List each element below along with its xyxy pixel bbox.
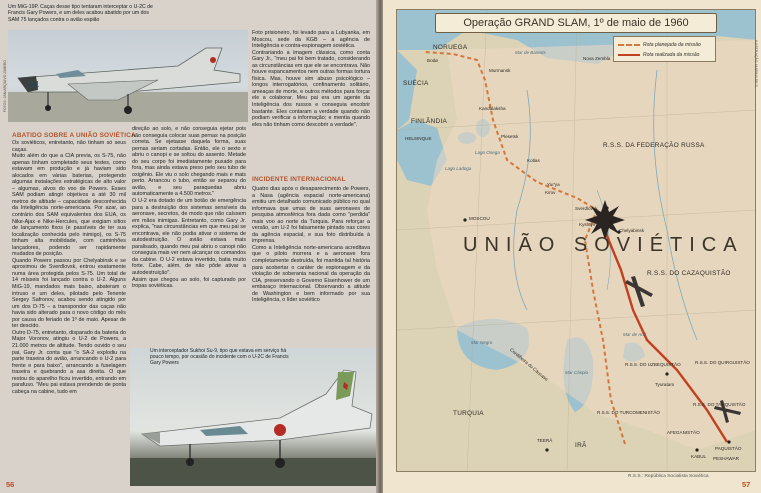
map-title: Operação GRAND SLAM, 1º de maio de 1960 bbox=[435, 13, 717, 33]
page-number-left: 56 bbox=[6, 480, 15, 489]
label-tyuratam: Tyuratam bbox=[655, 382, 675, 387]
label-nova-zembla: Nova Zembla bbox=[583, 56, 611, 61]
mig-19-photo bbox=[8, 30, 248, 122]
col2-para: O U-2 era dotado de um botão de emergência para a destruição dos sistemas sensíveis da aeronave, secretos, de modo que não caíssem em mãos inimigas. Entretanto, como Gary Jr. explica, "nas circunstâncias em que meu pai se encontrava, ele não podia ativar o sistema de autodestruição. O avião estava mais paralisado, quando meu pai abriu o canopi não conseguia mais ver nem alcançar os comandos da cabine. O U-2 estava invertido, batia muito forte. Cabe, além, de não pôde ativar a autodestruição". bbox=[132, 198, 246, 277]
map-legend bbox=[613, 36, 716, 62]
article-column-3 bbox=[252, 30, 370, 170]
label-lago-onega: Lago Onega bbox=[475, 150, 500, 155]
label-mar-caspio: Mar Cáspio bbox=[565, 370, 589, 375]
col1-para: Muito além do que a CIA previa, os S-75, não apenas tinham completado seus testes, como estavam em produção e já haviam sido alocados em várias baterias, protegendo algumas instalações estratégicas de alto valor – algumas, alvos do voo de Powers. Esses SAM podiam atingir objetivos a até 30 mil metros de altitude – capacidade desconhecida da Inteligência norte-americana. Por azar, ao contrário dos SAM equivalentes dos EUA, os Nike-Ajax e Nike-Hercules, que exigiam sítios de lançamento fixos (e passíveis de ter sua localização conhecida pelo inimigo), os S-75 tinham alta mobilidade, com caminhões lançadores, podendo ser rapidamente mudados de posição. bbox=[12, 153, 126, 258]
col3b-para: Quatro dias após o desaparecimento de Powers, a Nasa (agência espacial norte-americana) emitiu um detalhado comunicado público no qual informava que umas de suas aeronaves de pesquisa atmosférica fora dada como "perdida" mais voo ao norte da Turquia. Para reforçar a versão, um U-2 foi falsamente pintado nas cores da agência espacial, e sua foto distribuída à imprensa. bbox=[252, 186, 370, 245]
article-column-3b bbox=[252, 186, 370, 342]
label-mar-barents: Mar de Barents bbox=[515, 50, 546, 55]
label-finlandia: FINLÂNDIA bbox=[411, 118, 448, 125]
label-kyshtym: Kyshtym bbox=[579, 222, 597, 227]
col2-para: direção ao solo, e não conseguia ejetar pois não conseguia colocar suas pernas na posição correta. Se ejetasse daquela forma, suas pernas seriam cortadas. Então, ele o sexto e abriu o canopi e se soltou do assento. Metade do seu corpo foi imediatamente puxado para fora, mas ainda estava preso pelo seu tubo de oxigênio. Ele viu o solo chegando mais e mais perto. Arrancou o tubo, então se separou do avião, e seu paraquedas abriu automaticamente a 4.500 metros." bbox=[132, 126, 246, 198]
map-footnote: R.S.S.: República Socialista Soviética bbox=[628, 474, 709, 479]
col1-para: Os soviéticos, entretanto, não tinham só seus caças. bbox=[12, 140, 126, 153]
label-chelyabinsk: Chelyabinsk bbox=[619, 228, 645, 233]
mission-route-map bbox=[396, 9, 756, 472]
label-lago-ladoga: Lago Ladoga bbox=[445, 166, 472, 171]
legend-flown bbox=[618, 50, 711, 60]
label-yurya: Yur'ya bbox=[547, 182, 560, 187]
label-uniao-sovietica: UNIÃO SOVIÉTICA bbox=[463, 234, 744, 256]
label-turquia: TURQUIA bbox=[453, 410, 484, 417]
bottom-photo-caption: Um interceptador Sukhoi Su-9, tipo que estava em serviço há pouco tempo, por ocasião do incidente com o U-2C de Francis Gary Powers bbox=[150, 348, 289, 366]
top-photo-caption: Um MiG-19P. Caças desse tipo tentaram interceptar o U-2C de Francis Gary Powers, e um deles acabou abatido por um dos SAM 75 lançados contra o avião espião bbox=[8, 4, 153, 23]
col1-para: Outro D-75, entretanto, disparado da bateria do Major Voronov, atingiu o U-2 de Powers, a 21.000 metros de altitude. Tendo ouvido o seu pai, Gary Jr. conta que "o SA-2 explodiu na parte traseira do avião, arrancando o U-2 para frente e para baixo", arrancando a fuselagem traseira e quebrando a asa direita. O que restou do aparelho ficou invertido, entrando em parafuso. "Meu pai estava prendendo de ponta cabeça na cabine, tudo em bbox=[12, 329, 126, 395]
illustration-credit: ILUSTRAÇÃO: MARINA DE S. bbox=[754, 40, 758, 88]
label-rss-uzbequistao: R.S.S. DO UZBEQUISTÃO bbox=[625, 362, 681, 367]
label-bodo: Bodø bbox=[427, 58, 438, 63]
su-9-photo bbox=[130, 348, 376, 486]
label-peshawar: PESHAWAR bbox=[713, 456, 739, 461]
aircraft-number: 04 bbox=[28, 80, 40, 91]
label-afeganistao: AFEGANISTÃO bbox=[667, 430, 700, 435]
mig-19-illustration bbox=[8, 30, 248, 122]
label-mar-aral: Mar de Aral bbox=[623, 332, 647, 337]
label-helsinque: HELSINQUE bbox=[405, 136, 432, 141]
section-heading-incident: INCIDENTE INTERNACIONAL bbox=[252, 176, 346, 183]
label-kandalaksha: Kandalaksha bbox=[479, 106, 506, 111]
label-rss-tajiquistao: R.S.S. DO TAJIQUISTÃO bbox=[693, 402, 746, 407]
legend-flown-label: Rota realizada da missão bbox=[643, 52, 700, 58]
col3-para: Foto prisioneiro, foi levado para a Lubyanka, em Moscou, sede da KGB – a agência de Inteligência e contra-espionagem soviética. bbox=[252, 30, 370, 50]
page-number-right: 57 bbox=[742, 480, 751, 489]
label-moscou: MOSCOU bbox=[469, 216, 490, 221]
col3-para: Contrariando a imagem clássica, como conta Gary Jr., "meu pai foi bem tratado, considerando as circunstâncias em que ele se encontrava. Não houve espancamentos nem outras formas tortura física. Mas, houve sim abuso psicológico – longos interrogatórios, confinamento solitário, ameaças de morte, e outros métodos para forçar ele a colaborar. Meu pai era um agente da Inteligência dos russos e conseguia encobrir bastante. Eles contaram a verdade quando não podiam verificar a informação; e mentia quando eles não tinham como descobrir a verdade". bbox=[252, 49, 370, 128]
col1-para: Quando Powers passou por Chelyabinsk e se aproximou de Sverdlovsk, entrou exatamente numa área protegida pelos S-75. Um total de 14 mísseis foi lançado contra o U-2. Alguns MiG-19, mandados mais baixo, abateram o intruso e um deles, pilotado pelo Tenente Sergey Safronov, acabou sendo atingido por um dos D-75 – a transpondor das caças não havia sido alterado para o novo código do mês por causa do feriado de 1º de maio. Apesar de ter descido. bbox=[12, 257, 126, 330]
legend-planned-swatch bbox=[618, 44, 640, 46]
label-suecia: SUÉCIA bbox=[403, 80, 429, 87]
label-rss-cazaquistao: R.S.S. DO CAZAQUISTÃO bbox=[647, 270, 731, 277]
label-caucaso: Cordilheira do Cáucaso bbox=[509, 347, 550, 382]
label-ira: IRÃ bbox=[575, 442, 587, 449]
label-noruega: NORUEGA bbox=[433, 44, 468, 51]
legend-planned-label: Rota planejada da missão bbox=[643, 42, 701, 48]
label-sverdlovsk: Sverdlovsk bbox=[575, 206, 598, 211]
article-column-1 bbox=[12, 140, 126, 480]
label-teera: TEERÃ bbox=[537, 438, 553, 443]
legend-flown-swatch bbox=[618, 54, 640, 56]
left-page bbox=[0, 0, 378, 493]
legend-planned bbox=[618, 40, 711, 50]
label-kotlas: Kotlas bbox=[527, 158, 540, 163]
article-column-2 bbox=[132, 126, 246, 341]
su-9-illustration bbox=[130, 348, 376, 486]
section-heading-shot-down: ABATIDO SOBRE A UNIÃO SOVIÉTICA bbox=[12, 132, 136, 139]
label-mar-negro: Mar Negro bbox=[471, 340, 493, 345]
label-murmansk: Murmansk bbox=[489, 68, 511, 73]
label-rss-russia: R.S.S. DA FEDERAÇÃO RUSSA bbox=[603, 142, 705, 149]
label-kirov: Kirov bbox=[545, 190, 556, 195]
col3b-para: Como a Inteligência norte-americana acreditava que o piloto morrera e a aeronave fora completamente destruída, foi mantida tal história para acobertar o caráter de espionagem e da violação de soberania nacional da operação da CIA, preservando o Governo Eisenhower de um embaraço internacional. Observando a atitude de Washington e bem informado por sua Inteligência, o líder soviético bbox=[252, 244, 370, 304]
label-rss-quirguistao: R.S.S. DO QUIRGUISTÃO bbox=[695, 360, 750, 365]
label-kabul: KABUL bbox=[691, 454, 707, 459]
col2-para: Assim que chegou ao solo, foi capturado por tropas soviéticas. bbox=[132, 276, 246, 290]
label-paquistao: PAQUISTÃO bbox=[715, 446, 742, 451]
label-rss-turcomenistao: R.S.S. DO TURCOMENISTÃO bbox=[597, 410, 660, 415]
photo-credit: FOTOS: JAN/ARQUIVO ZIMBRO bbox=[3, 60, 7, 113]
label-plesetsk: Plesetsk bbox=[501, 134, 519, 139]
